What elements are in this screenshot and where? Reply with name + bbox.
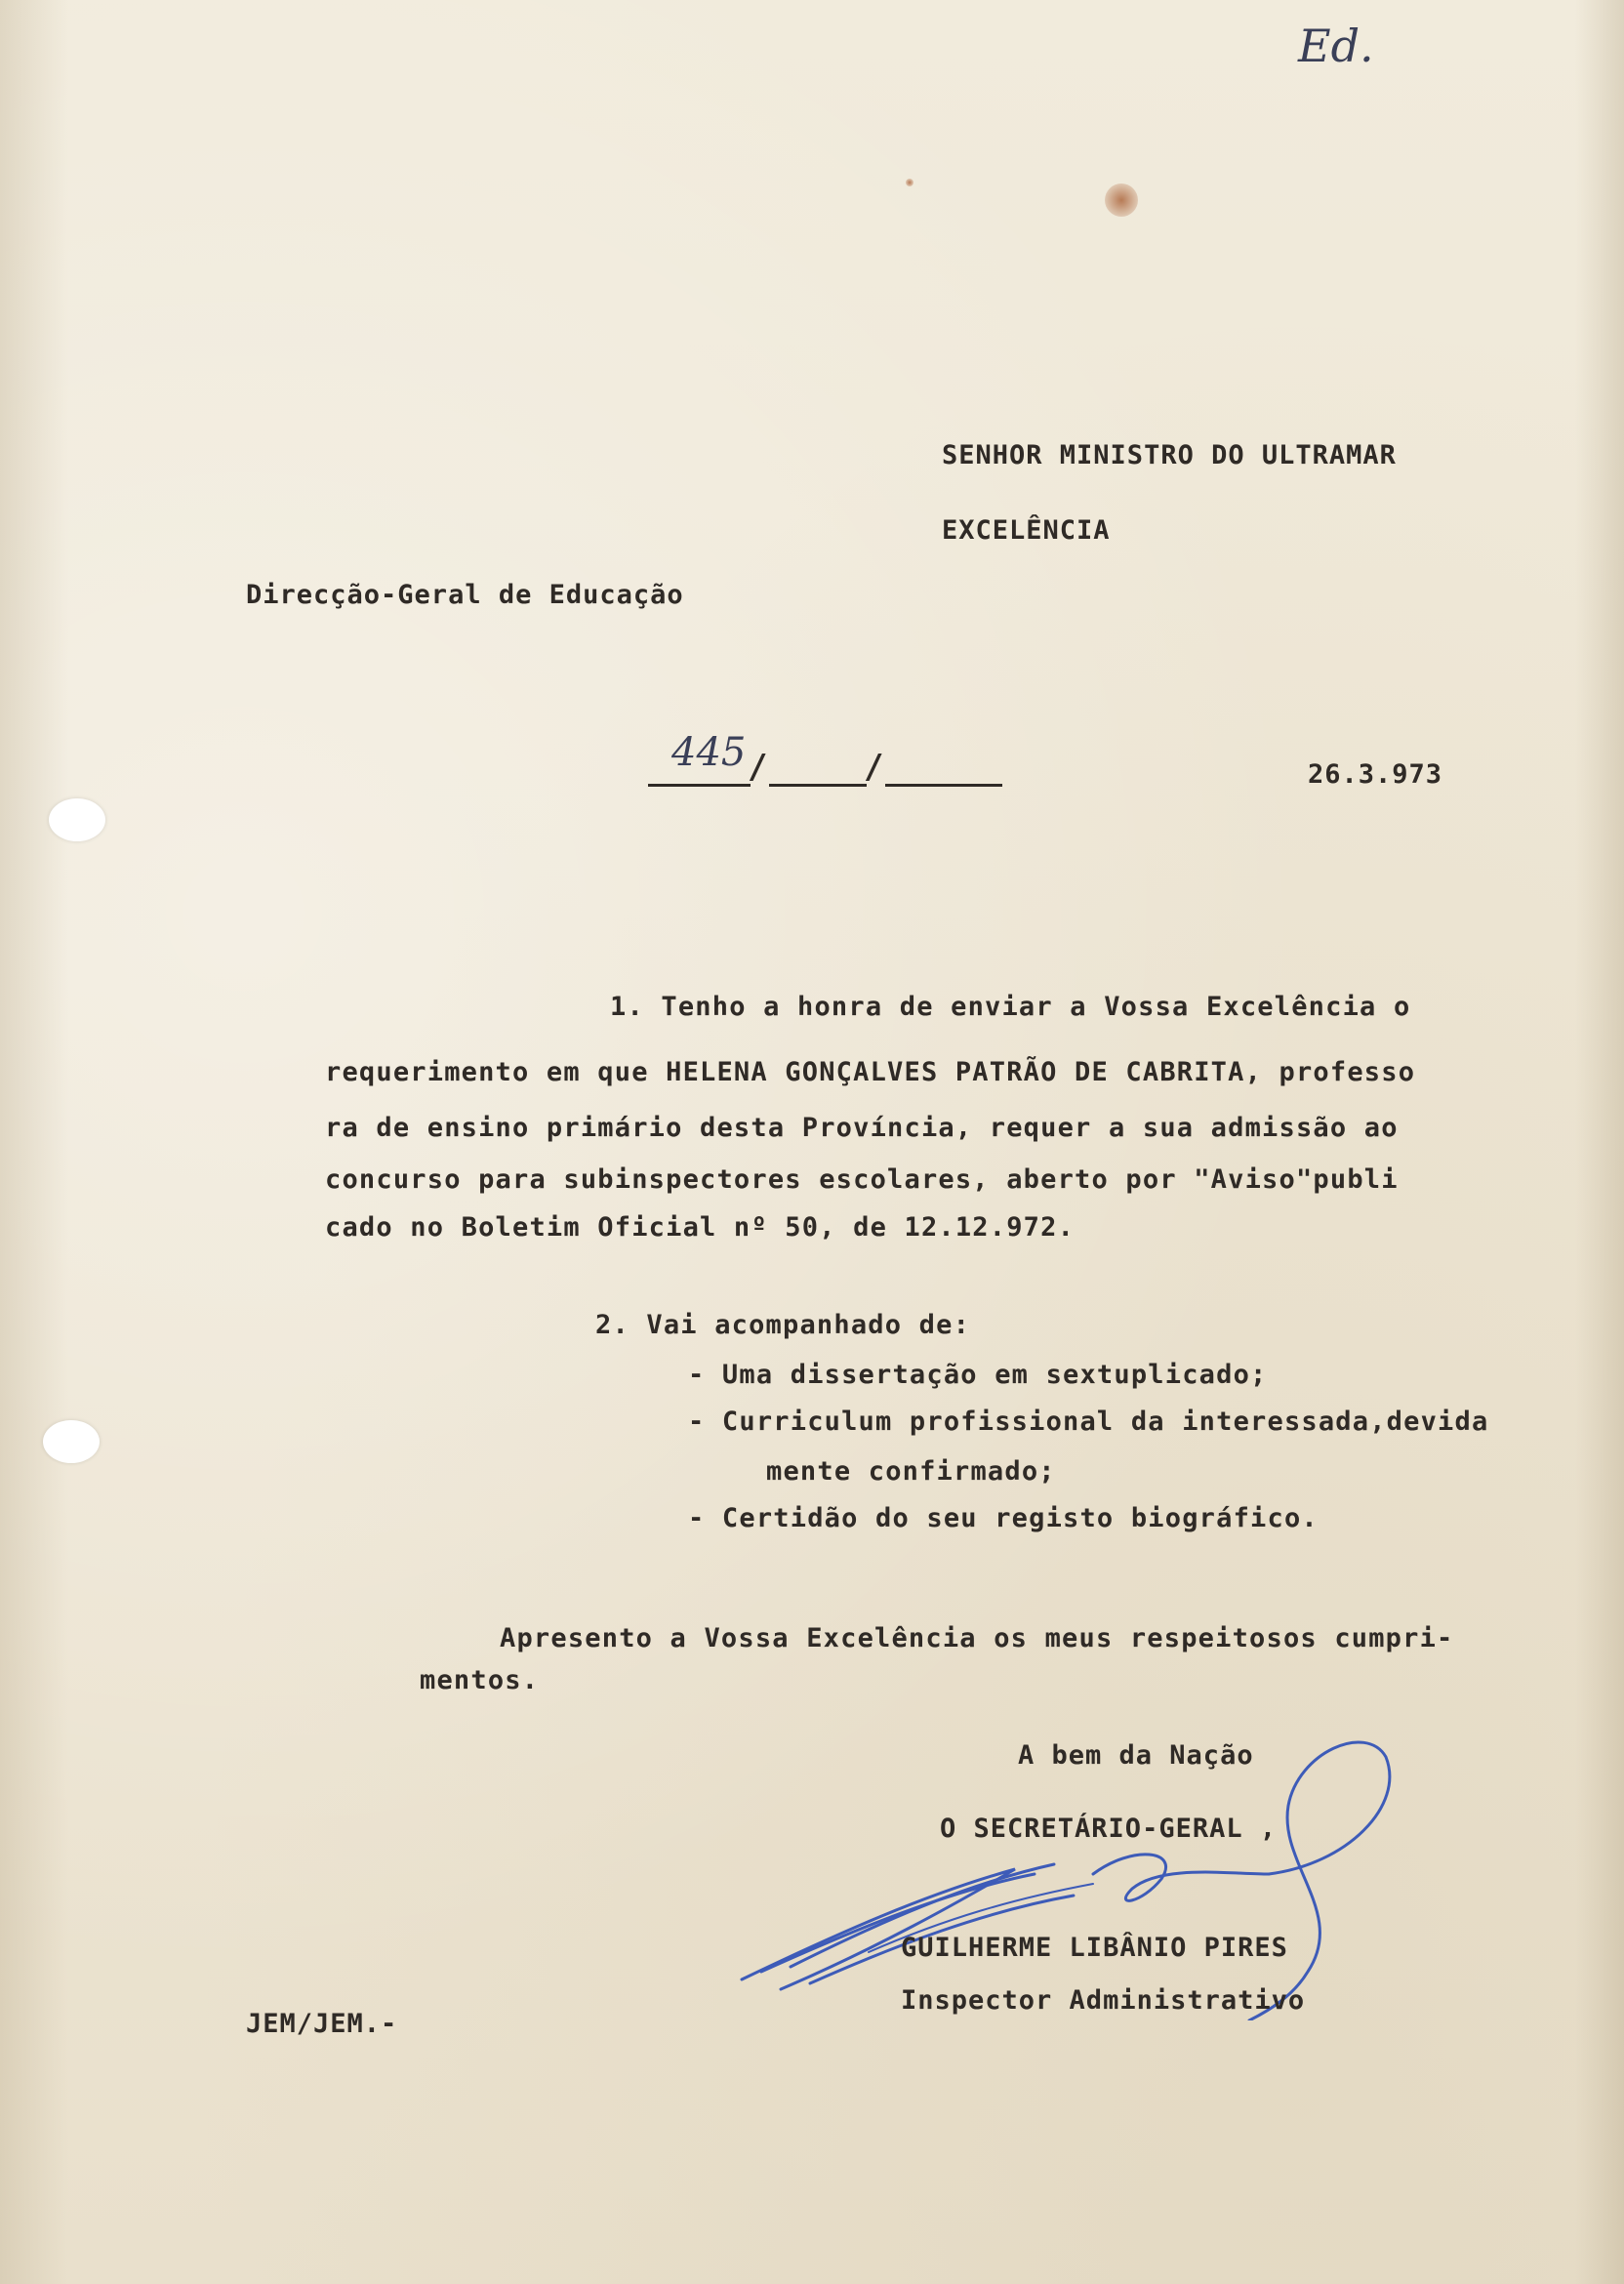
- enclosure-item: - Curriculum profissional da interessada,devida: [688, 1407, 1489, 1437]
- ink-stain: [1105, 184, 1138, 217]
- reference-blank-2: [769, 784, 867, 787]
- signatory-name: GUILHERME LIBÂNIO PIRES: [901, 1933, 1288, 1963]
- signature-scribble: [722, 1728, 1425, 2020]
- paragraph-1-line: ra de ensino primário desta Província, requer a sua admissão ao: [325, 1113, 1399, 1143]
- paragraph-1-line: concurso para subinspectores escolares, aberto por "Aviso"publi: [325, 1164, 1399, 1195]
- salutation: A bem da Nação: [1018, 1740, 1254, 1771]
- reference-number: 445: [671, 730, 747, 775]
- document-date: 26.3.973: [1308, 759, 1443, 790]
- addressee-line-1: SENHOR MINISTRO DO ULTRAMAR: [942, 440, 1397, 470]
- handwritten-annotation: Ed.: [1298, 20, 1374, 72]
- punch-hole-upper: [49, 798, 105, 841]
- addressee-line-2: EXCELÊNCIA: [942, 515, 1111, 546]
- reference-blank-1: [648, 784, 751, 787]
- paragraph-1-line: cado no Boletim Oficial nº 50, de 12.12.972.: [325, 1212, 1076, 1243]
- department-heading: Direcção-Geral de Educação: [246, 580, 684, 610]
- reference-blank-3: [885, 784, 1002, 787]
- ink-speck: [906, 179, 914, 186]
- reference-separator-1: /: [748, 748, 768, 787]
- signatory-position: Inspector Administrativo: [901, 1985, 1306, 2016]
- closing-line-2: mentos.: [420, 1665, 540, 1695]
- closing-line-1: Apresento a Vossa Excelência os meus respeitosos cumpri-: [500, 1623, 1454, 1653]
- punch-hole-lower: [43, 1420, 100, 1463]
- signatory-title: O SECRETÁRIO-GERAL ,: [940, 1814, 1278, 1844]
- paragraph-2-intro: 2. Vai acompanhado de:: [595, 1310, 971, 1340]
- enclosure-item-continuation: mente confirmado;: [766, 1456, 1056, 1487]
- paragraph-1-line: 1. Tenho a honra de enviar a Vossa Excelência o: [610, 992, 1411, 1022]
- enclosure-item: - Certidão do seu registo biográfico.: [688, 1503, 1319, 1533]
- paper-edge-shadow-left: [0, 0, 68, 2284]
- paragraph-1-line: requerimento em que HELENA GONÇALVES PATRÃO DE CABRITA, professo: [325, 1057, 1416, 1087]
- enclosure-item: - Uma dissertação em sextuplicado;: [688, 1360, 1268, 1390]
- reference-separator-2: /: [864, 748, 884, 787]
- typist-initials: JEM/JEM.-: [246, 2009, 398, 2039]
- paper-edge-shadow-right: [1575, 0, 1624, 2284]
